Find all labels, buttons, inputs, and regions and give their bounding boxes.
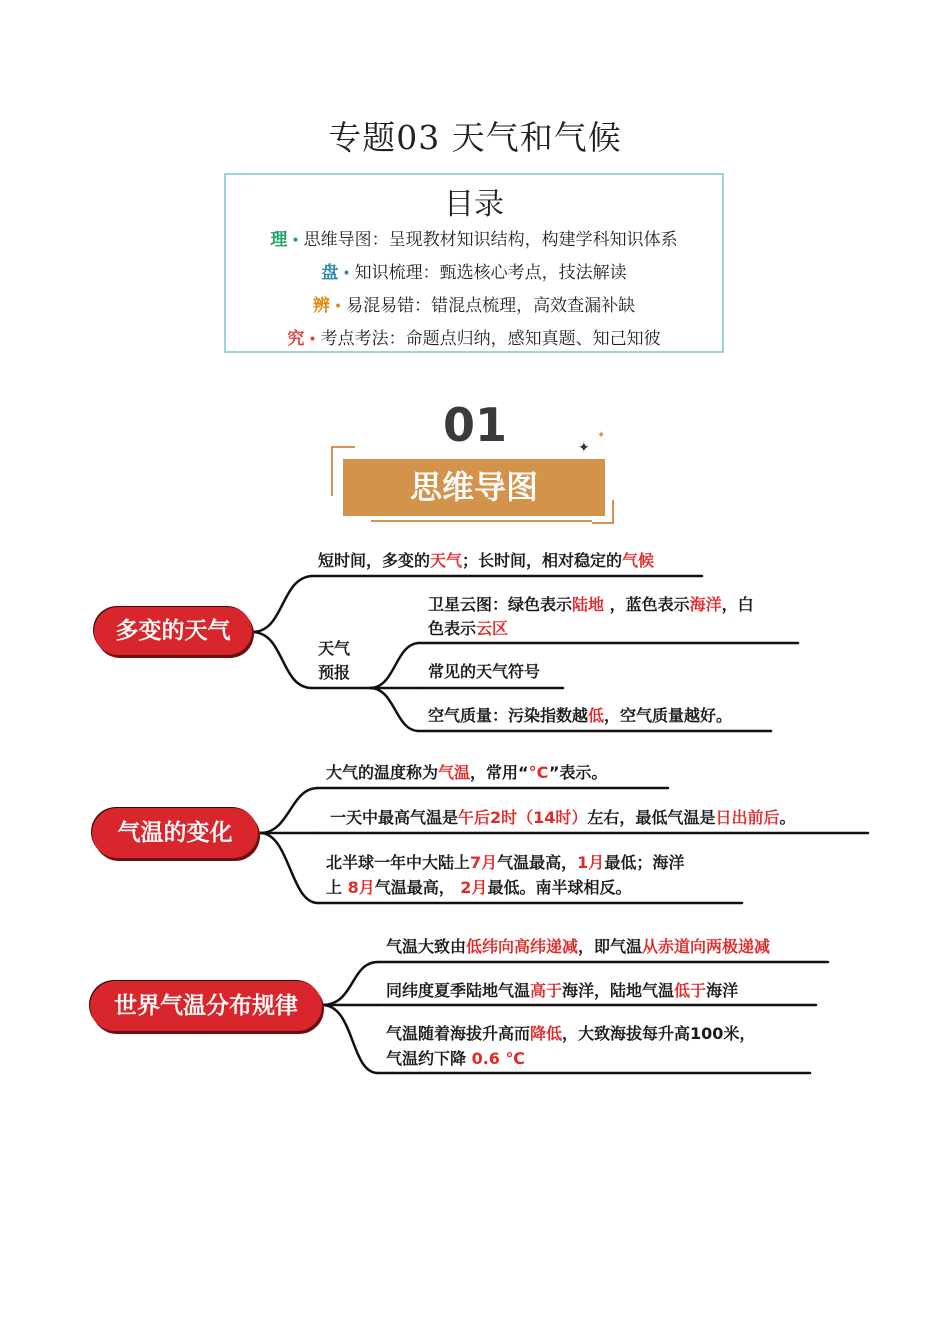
- toc-text: 思维导图：呈现教材知识结构，构建学科知识体系: [303, 230, 678, 250]
- text-run: 色表示: [428, 619, 477, 638]
- section-number: 01: [442, 398, 507, 452]
- highlight-text: 午后2时（14时）: [458, 808, 588, 827]
- highlight-text: 1月: [577, 853, 605, 872]
- highlight-text: °C: [528, 763, 549, 782]
- section-banner: 思维导图: [343, 459, 605, 516]
- branch-altitude-distribution-1: [386, 1021, 755, 1044]
- text-run: ，大致海拔每升高100米，: [562, 1024, 756, 1043]
- branch-temperature-definition: [326, 760, 607, 783]
- sub-label-forecast-1: 天气: [318, 639, 351, 658]
- sparkle-icon: ✦: [578, 440, 590, 456]
- text-run: 气温最高，: [497, 853, 578, 872]
- branch-satellite-2: [428, 616, 508, 639]
- highlight-text: 气候: [622, 551, 655, 570]
- mindmap-node-temperature-distribution: 世界气温分布规律: [90, 981, 322, 1031]
- highlight-text: 云区: [476, 619, 509, 638]
- highlight-text: 低于: [674, 981, 707, 1000]
- text-run: 气温最高，: [374, 878, 461, 897]
- text-run: 最低；海洋: [604, 853, 685, 872]
- text-run: ，空气质量越好。: [604, 706, 733, 725]
- toc-text: 考点考法：命题点归纳，感知真题、知己知彼: [320, 329, 661, 349]
- text-run: 海洋: [706, 981, 739, 1000]
- text-run: ，蓝色表示: [604, 595, 690, 614]
- highlight-text: 天气: [430, 551, 463, 570]
- text-run: 同纬度夏季陆地气温: [386, 981, 531, 1000]
- text-run: 最低。南半球相反。: [487, 878, 632, 897]
- highlight-text: 陆地: [572, 595, 605, 614]
- highlight-text: 8月: [347, 878, 375, 897]
- text-run: 。: [779, 808, 796, 827]
- text-run: 上: [326, 878, 348, 897]
- highlight-text: 7月: [470, 853, 498, 872]
- branch-air-quality: [428, 703, 732, 726]
- text-run: 左右，最低气温是: [587, 808, 716, 827]
- branch-weather-vs-climate: [318, 548, 654, 571]
- highlight-text: 气温: [438, 763, 471, 782]
- text-run: 卫星云图：绿色表示: [428, 595, 573, 614]
- toc-text: 易混易错：错混点梳理，高效查漏补缺: [346, 296, 636, 316]
- toc-tag: 辨: [312, 296, 330, 316]
- toc-heading: 目录: [444, 187, 504, 222]
- highlight-text: 0.6 ℃: [471, 1049, 525, 1068]
- sub-label-forecast-2: 预报: [318, 663, 351, 682]
- sparkle-icon: ✦: [597, 430, 606, 441]
- toc-tag: 盘: [321, 263, 339, 283]
- branch-altitude-distribution-2: [386, 1046, 525, 1069]
- text-run: ”表示。: [548, 763, 608, 782]
- bullet-icon: •: [308, 332, 317, 348]
- highlight-text: 低纬向高纬递减: [466, 937, 579, 956]
- branch-annual-temperature-1: [326, 850, 684, 873]
- text-run: 海洋，陆地气温: [562, 981, 675, 1000]
- highlight-text: 高于: [530, 981, 563, 1000]
- text-run: 气温随着海拔升高而: [386, 1024, 531, 1043]
- text-run: 短时间，多变的: [318, 551, 431, 570]
- highlight-text: 2月: [460, 878, 488, 897]
- branch-satellite-1: [428, 592, 754, 615]
- text-run: 气温大致由: [386, 937, 467, 956]
- text-run: 一天中最高气温是: [330, 808, 459, 827]
- highlight-text: 海洋: [689, 595, 722, 614]
- branch-weather-symbols: 常见的天气符号: [428, 662, 541, 681]
- text-run: ，白: [721, 595, 754, 614]
- branch-latitude-distribution: [386, 934, 770, 957]
- page-title: 专题03 天气和气候: [328, 118, 622, 157]
- toc-tag: 究: [287, 329, 305, 349]
- text-run: ；长时间，相对稳定的: [462, 551, 623, 570]
- text-run: 大气的温度称为: [326, 763, 439, 782]
- bullet-icon: •: [333, 299, 343, 315]
- toc-text: 知识梳理：甄选核心考点，技法解读: [354, 263, 627, 283]
- mindmap-node-temperature-change: 气温的变化: [92, 808, 258, 858]
- text-run: 气温约下降: [386, 1049, 472, 1068]
- highlight-text: 从赤道向两极递减: [642, 937, 771, 956]
- branch-annual-temperature-2: [326, 875, 631, 898]
- branch-daily-temperature: [330, 805, 795, 828]
- text-run: ，常用“: [470, 763, 529, 782]
- text-run: ，即气温: [578, 937, 643, 956]
- branch-land-sea-distribution: [386, 978, 738, 1001]
- text-run: 北半球一年中大陆上: [326, 853, 471, 872]
- highlight-text: 低: [588, 706, 605, 725]
- mindmap-node-weather: 多变的天气: [94, 607, 252, 655]
- text-run: 空气质量：污染指数越: [428, 706, 589, 725]
- toc-tag: 理: [270, 230, 288, 250]
- highlight-text: 降低: [530, 1024, 563, 1043]
- bullet-icon: •: [342, 266, 351, 282]
- highlight-text: 日出前后: [715, 808, 780, 827]
- bullet-icon: •: [291, 233, 300, 249]
